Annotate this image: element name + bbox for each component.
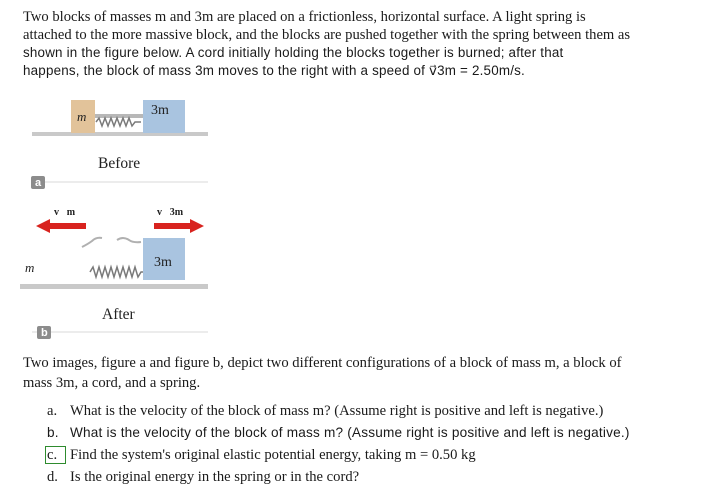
intro-line-1: Two blocks of masses m and 3m are placed on a frictionless, horizontal surface. A light spring is: [23, 9, 586, 25]
intro-line-2: attached to the more massive block, and the blocks are pushed together with the spring between them as: [23, 27, 631, 43]
question-d: [47, 466, 630, 488]
ground-after: [20, 284, 208, 289]
figure-description: [23, 353, 703, 393]
intro-line-3: shown in the figure below. A cord initially holding the blocks together is burned; after that: [23, 45, 564, 60]
spring-relaxed: [90, 267, 147, 277]
question-d-text: Is the original energy in the spring or in the cord?: [70, 469, 360, 485]
block-m-before-label: m: [77, 109, 87, 124]
before-label: Before: [98, 155, 141, 172]
question-d-letter: d.: [47, 469, 58, 485]
question-a-letter: a.: [47, 403, 58, 419]
block-3m-after-label: 3m: [154, 255, 172, 270]
problem-intro: [23, 8, 703, 80]
velocity-3m-arrow: [154, 219, 204, 233]
question-c-text: Find the system's original elastic potential energy, taking m = 0.50 kg: [70, 447, 476, 463]
cord-before: [95, 114, 143, 118]
question-list: [47, 400, 630, 488]
tag-b-text: b: [41, 327, 48, 339]
desc-line-2: mass 3m, a cord, and a spring.: [23, 375, 201, 391]
velocity-m-label: v⃗m: [54, 207, 76, 218]
tag-a-text: a: [35, 177, 42, 189]
spring-compressed: [96, 118, 141, 126]
question-c-letter: c.: [47, 447, 58, 463]
burned-cord-left: [82, 238, 102, 247]
question-b-text: What is the velocity of the block of mass m? (Assume right is positive and left is negative.): [70, 425, 630, 440]
question-a: [47, 400, 630, 422]
question-b: [47, 422, 630, 444]
desc-line-1: Two images, figure a and figure b, depict two different configurations of a block of mass m, a block of: [23, 355, 622, 371]
after-label: After: [102, 306, 135, 323]
question-b-letter: b.: [47, 425, 59, 440]
question-c[interactable]: [47, 444, 630, 466]
question-a-text: What is the velocity of the block of mass m? (Assume right is positive and left is negative.): [70, 403, 604, 419]
block-3m-before-label: 3m: [151, 103, 169, 118]
blocks-spring-figure: [20, 92, 220, 342]
burned-cord-right: [117, 238, 141, 242]
intro-line-4: happens, the block of mass 3m moves to the right with a speed of v⃗3m = 2.50m/s.: [23, 63, 525, 78]
velocity-3m-label: v⃗3m: [157, 207, 184, 218]
velocity-m-arrow: [36, 219, 86, 233]
focus-outline: [45, 446, 66, 464]
block-m-after-label: m: [25, 260, 35, 275]
